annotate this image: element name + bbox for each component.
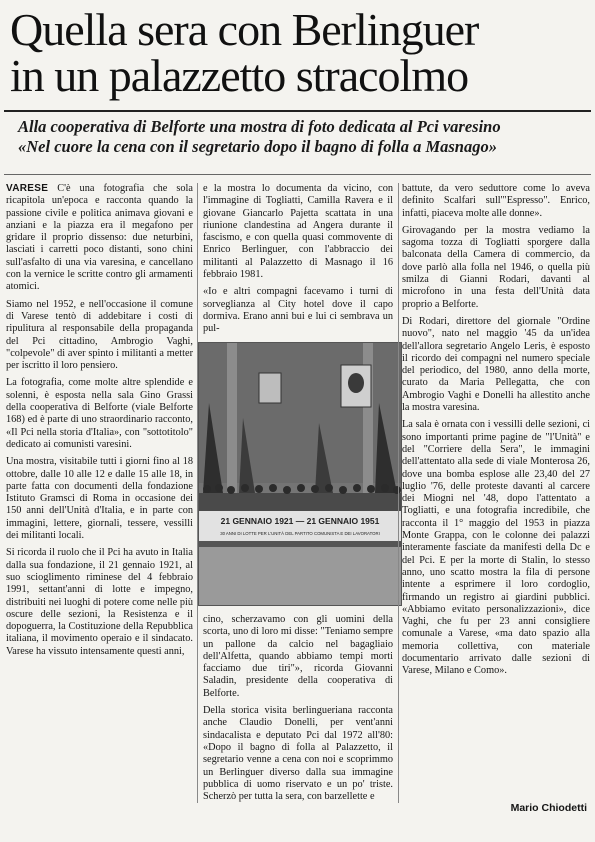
paragraph: Girovagando per la mostra vediamo la sagoma tozza di Togliatti sporgere dalla balconata della Camera di commercio, da dove parlò alla folla nel 1946, o quella più smilza di Gianni Rodari, davanti al microfono in una festa dell'Unità data proprio a Belforte. xyxy=(402,224,590,310)
paragraph: La fotografia, come molte altre splendide e solenni, è esposta nella sala Gino Grassi della cooperativa di Belforte (viale Belforte 168) ed è parte di uno straordinario racconto, «Il Pci nella storia d'Italia», con "sottotitolo" dedicato ai comunisti varesini. xyxy=(6,377,193,450)
subhead-rule xyxy=(4,174,591,175)
historic-photo xyxy=(198,342,402,606)
paragraph: VARESE C'è una fotografia che sola ricapitola un'epoca e racconta quando la passione civile e politica animava giovani e anziani e la piazza era il megafono per gridare il proprio dissenso: due neturbini, lasciati i carretti poco distanti, sono chini sull'asfalto di una via varesina, e cancellano con la vernice le scritte contro gli armamenti atomici. xyxy=(6,183,193,293)
subheadline-line-2: «Nel cuore la cena con il segretario dopo il bagno di folla a Masnago» xyxy=(18,137,497,156)
paragraph: Siamo nel 1952, e nell'occasione il comune di Varese tentò di addebitare i costi di ripulitura al responsabile della propaganda del Pci cittadino, Ambrogio Vaghi, "colpevole" di aver spinto i militanti a metter per iscritto il loro pensiero. xyxy=(6,298,193,372)
paragraph: Di Rodari, direttore del giornale "Ordine nuovo", nato nel maggio '45 da un'idea dell'allora segretario Angelo Leris, è esposto il ricordo dei compagni nel numero speciale del periodico, del 1980, anno della morte, curato da Maria Pellegatta, che con Ambrogio Vaghi e Donelli ha allestito anche la mostra varesina. xyxy=(402,315,590,414)
paragraph: Una mostra, visitabile tutti i giorni fino al 18 ottobre, dalle 10 alle 12 e dalle 15 alle 18, in parte fatta con documenti della fondazione Istituto Gramsci di Roma in occasione dei 150 anni dell'Unità d'Italia, e in parte con immagini, lettere, giornali, tessere, vessilli dei militanti locali. xyxy=(6,456,193,542)
paragraph: battute, da vero seduttore come lo aveva definito Scalfari sull'"Espresso". Enrico, infatti, piaceva molte alle donne». xyxy=(402,183,590,219)
banner-subtext: 30 ANNI DI LOTTE PER L'UNITÀ DEL PARTITO COMUNISTA E DEI LAVORATORI xyxy=(220,531,380,536)
paragraph: Della storica visita berlingueriana racconta anche Claudio Donelli, per vent'anni sindacalista e deputato Pci dal 1972 all'80: «Dopo il bagno di folla al Palazzetto, il segretario venne a cena con noi e scoprimmo un Berlinguer diverso dalla sua immagine pubblica di uomo riservato e un po' triste. Scherzò per tutta la sera, con barzellette e xyxy=(203,705,393,803)
article-column-2-bottom xyxy=(203,614,393,803)
paragraph: cino, scherzavamo con gli uomini della scorta, uno di loro mi disse: "Teniamo sempre un pallone da calcio nel bagagliaio dell'Alfetta, quando abbiamo tempi morti facciamo due tiri"», ricorda Giovanni Saladin, presidente della cooperativa di Belforte. xyxy=(203,614,393,699)
article-column-3 xyxy=(402,183,590,678)
paragraph: e la mostra lo documenta da vicino, con l'immagine di Togliatti, Camilla Ravera e il giovane Giancarlo Pajetta scattata in una riunione clandestina ad Angera durante il fascismo, e con quella quasi commovente di Enrico Berlinguer, con l'abbraccio dei militanti al Palazzetto di Masnago il 16 febbraio 1981. xyxy=(203,183,393,281)
headline-line-1: Quella sera con Berlinguer xyxy=(10,4,479,55)
banner-text: 21 GENNAIO 1921 — 21 GENNAIO 1951 xyxy=(220,516,380,526)
photo-illustration xyxy=(199,343,401,605)
headline-rule xyxy=(4,110,591,112)
paragraph: La sala è ornata con i vessilli delle sezioni, ci sono importanti prime pagine de "l'Unità" e del "Corriere della Sera", le immagini dell'attentato alla sede di viale Monterosa 26, dove una bomba esplose alle 23,40 del 27 luglio '76, delle proteste davanti al carcere dei Miogni nel '48, dopo l'attentato a Togliatti, e una fotografia incredibile, che racconta il 1° maggio del 1953 in piazza Monte Grappa, con le colonne dei palazzi interamente fasciate da manifesti della Dc e del Pci. E per la morte di Stalin, lo stesso anno, uno scatto mostra la fila di persone intente a esprimere il loro cordoglio, firmando un registro ai giardini pubblici. «Abbiamo evitato personalizzazioni», dice Vaghi, che fu per 23 anni consigliere comunale a Varese, «ma dato spazio alla memoria collettiva, con materiale documentario arrivato dalle sezioni di Varese, Milano e Como». xyxy=(402,419,590,677)
subheadline-line-1: Alla cooperativa di Belforte una mostra di foto dedicata al Pci varesino xyxy=(18,117,501,136)
subheadline xyxy=(18,117,588,157)
author-byline: Mario Chiodetti xyxy=(510,802,587,814)
paragraph: Si ricorda il ruolo che il Pci ha avuto in Italia dalla sua fondazione, il 21 gennaio 1921, al suo scioglimento riminese del 4 febbraio 1991, settant'anni di lotte e impegno, distribuiti nei luoghi di potere come nelle più oscure delle sezioni, la Resistenza e il dopoguerra, la Costituzione della Repubblica italiana, il movimento operaio e il sindacato. Varese ha vissuto intensamente questi anni, xyxy=(6,547,193,657)
article-column-2-top xyxy=(203,183,393,336)
column-divider xyxy=(398,183,399,803)
dateline-kicker: VARESE xyxy=(6,183,49,194)
paragraph: «Io e altri compagni facevamo i turni di sorveglianza al City hotel dove il capo dormiva. Erano anni bui e lui ci sembrava un pul- xyxy=(203,286,393,335)
article-column-1 xyxy=(6,183,193,658)
headline-line-2: in un palazzetto stracolmo xyxy=(10,50,469,101)
